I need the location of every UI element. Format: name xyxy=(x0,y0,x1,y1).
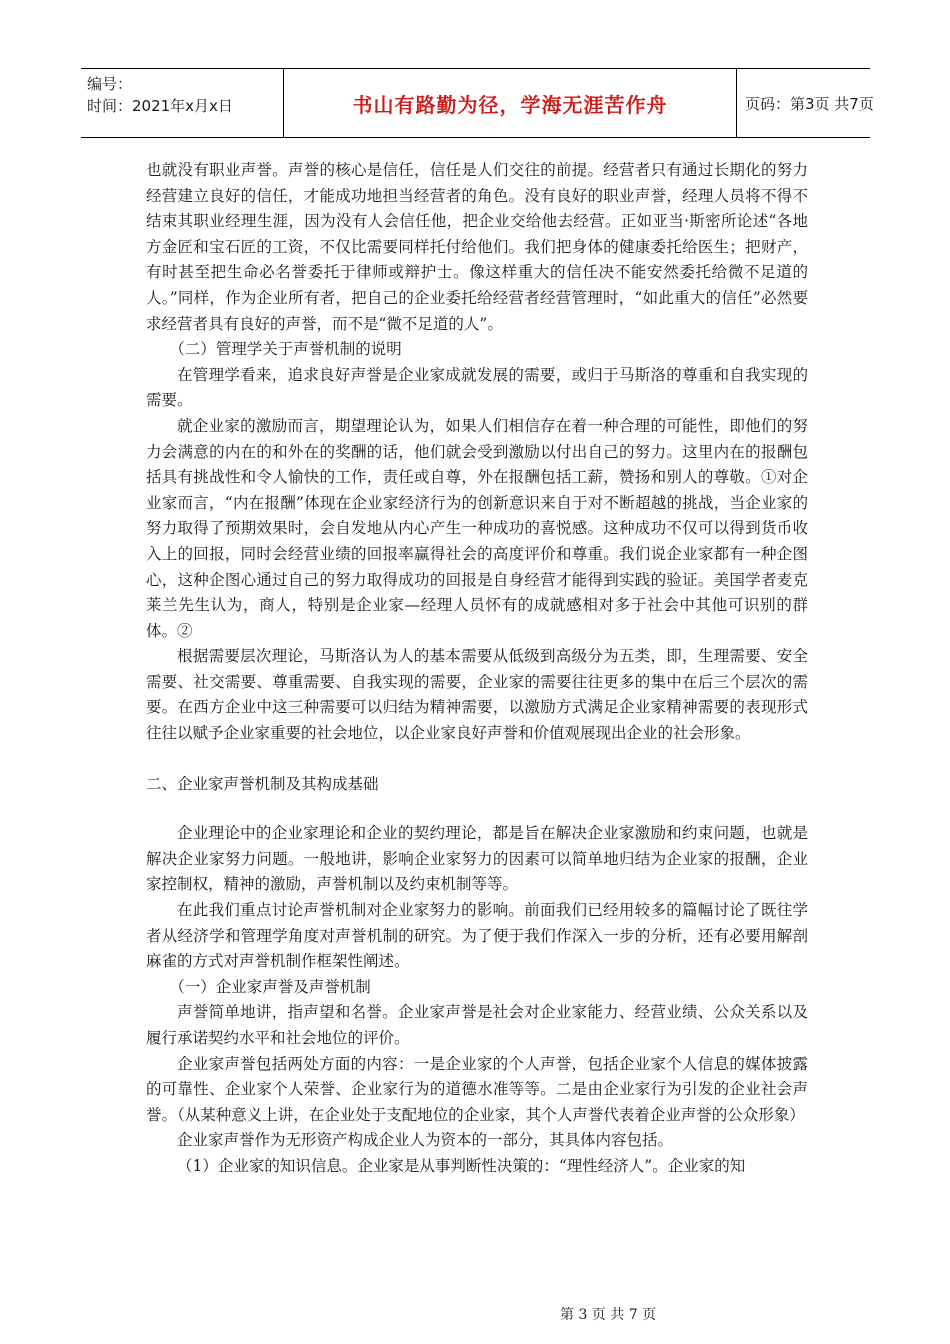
body-paragraph: 在此我们重点讨论声誉机制对企业家努力的影响。前面我们已经用较多的篇幅讨论了既往学者从经济学和管理学角度对声誉机制的研究。为了便于我们作深入一步的分析，还有必要用解剖麻雀的方式对声誉机制作框架性阐述。 xyxy=(146,901,808,971)
document-date-label: 时间：2021年x月x日 xyxy=(87,97,233,115)
subsection-heading: （二）管理学关于声誉机制的说明 xyxy=(169,340,402,359)
body-paragraph: （1）企业家的知识信息。企业家是从事判断性决策的：“理性经济人”。企业家的知 xyxy=(177,1156,746,1175)
page-footer: 第 3 页 共 7 页 xyxy=(560,1307,657,1323)
header-motto: 书山有路勤为径，学海无涯苦作舟 xyxy=(352,92,668,117)
subsection-heading: （一）企业家声誉及声誉机制 xyxy=(169,977,371,996)
body-paragraph: 声誉简单地讲，指声望和名誉。企业家声誉是社会对企业家能力、经营业绩、公众关系以及履行承诺契约水平和社会地位的评价。 xyxy=(146,1003,808,1047)
body-paragraph: 也就没有职业声誉。声誉的核心是信任，信任是人们交往的前提。经营者只有通过长期化的努力经营建立良好的信任，才能成功地担当经营者的角色。没有良好的职业声誉，经理人员将不得不结束其职业经理生涯，因为没有人会信任他，把企业交给他去经营。正如亚当·斯密所论述“各地方金匠和宝石匠的工资，不仅比需要同样托付给他们。我们把身体的健康委托给医生；把财产，有时甚至把生命必名誉委托于律师或辩护士。像这样重大的信任决不能安然委托给微不足道的人。”同样，作为企业所有者，把自己的企业委托给经营者经营管理时，“如此重大的信任”必然要求经营者具有良好的声誉，而不是“微不足道的人”。 xyxy=(146,161,808,333)
header-page-number: 页码：第3页 共7页 xyxy=(745,94,874,113)
page-header xyxy=(81,68,874,138)
document-number-label: 编号： xyxy=(87,75,133,93)
header-meta xyxy=(87,73,283,117)
section-heading: 二、企业家声誉机制及其构成基础 xyxy=(146,774,379,793)
body-paragraph: 企业家声誉作为无形资产构成企业人为资本的一部分，其具体内容包括。 xyxy=(177,1131,674,1150)
body-paragraph: 企业理论中的企业家理论和企业的契约理论，都是旨在解决企业家激励和约束问题，也就是解决企业家努力问题。一般地讲，影响企业家努力的因素可以简单地归结为企业家的报酬，企业家控制权，精神的激励，声誉机制以及约束机制等等。 xyxy=(146,824,808,894)
document-body xyxy=(146,158,808,1180)
body-paragraph: 企业家声誉包括两处方面的内容：一是企业家的个人声誉，包括企业家个人信息的媒体披露的可靠性、企业家个人荣誉、企业家行为的道德水准等等。二是由企业家行为引发的企业社会声誉。（从某种意义上讲，在企业处于支配地位的企业家，其个人声誉代表着企业声誉的公众形象） xyxy=(146,1054,808,1124)
body-paragraph: 就企业家的激励而言，期望理论认为，如果人们相信存在着一种合理的可能性，即他们的努力会满意的内在的和外在的奖酬的话，他们就会受到激励以付出自己的努力。这里内在的报酬包括具有挑战性和令人愉快的工作，责任或自尊，外在报酬包括工薪，赞扬和别人的尊敬。①对企业家而言，“内在报酬”体现在企业家经济行为的创新意识来自于对不断超越的挑战，当企业家的努力取得了预期效果时，会自发地从内心产生一种成功的喜悦感。这种成功不仅可以得到货币收入上的回报，同时会经营业绩的回报率赢得社会的高度评价和尊重。我们说企业家都有一种企图心，这种企图心通过自己的努力取得成功的回报是自身经营才能得到实践的验证。美国学者麦克莱兰先生认为，商人，特别是企业家—经理人员怀有的成就感相对多于社会中其他可识别的群体。② xyxy=(146,416,808,640)
header-divider xyxy=(283,69,284,137)
header-divider xyxy=(736,69,737,137)
body-paragraph: 在管理学看来，追求良好声誉是企业家成就发展的需要，或归于马斯洛的尊重和自我实现的需要。 xyxy=(146,365,808,410)
body-paragraph: 根据需要层次理论，马斯洛认为人的基本需要从低级到高级分为五类，即，生理需要、安全需要、社交需要、尊重需要、自我实现的需要，企业家的需要往往更多的集中在后三个层次的需要。在西方企业中这三种需要可以归结为精神需要，以激励方式满足企业家精神需要的表现形式往往以赋予企业家重要的社会地位，以企业家良好声誉和价值观展现出企业的社会形象。 xyxy=(146,647,808,743)
